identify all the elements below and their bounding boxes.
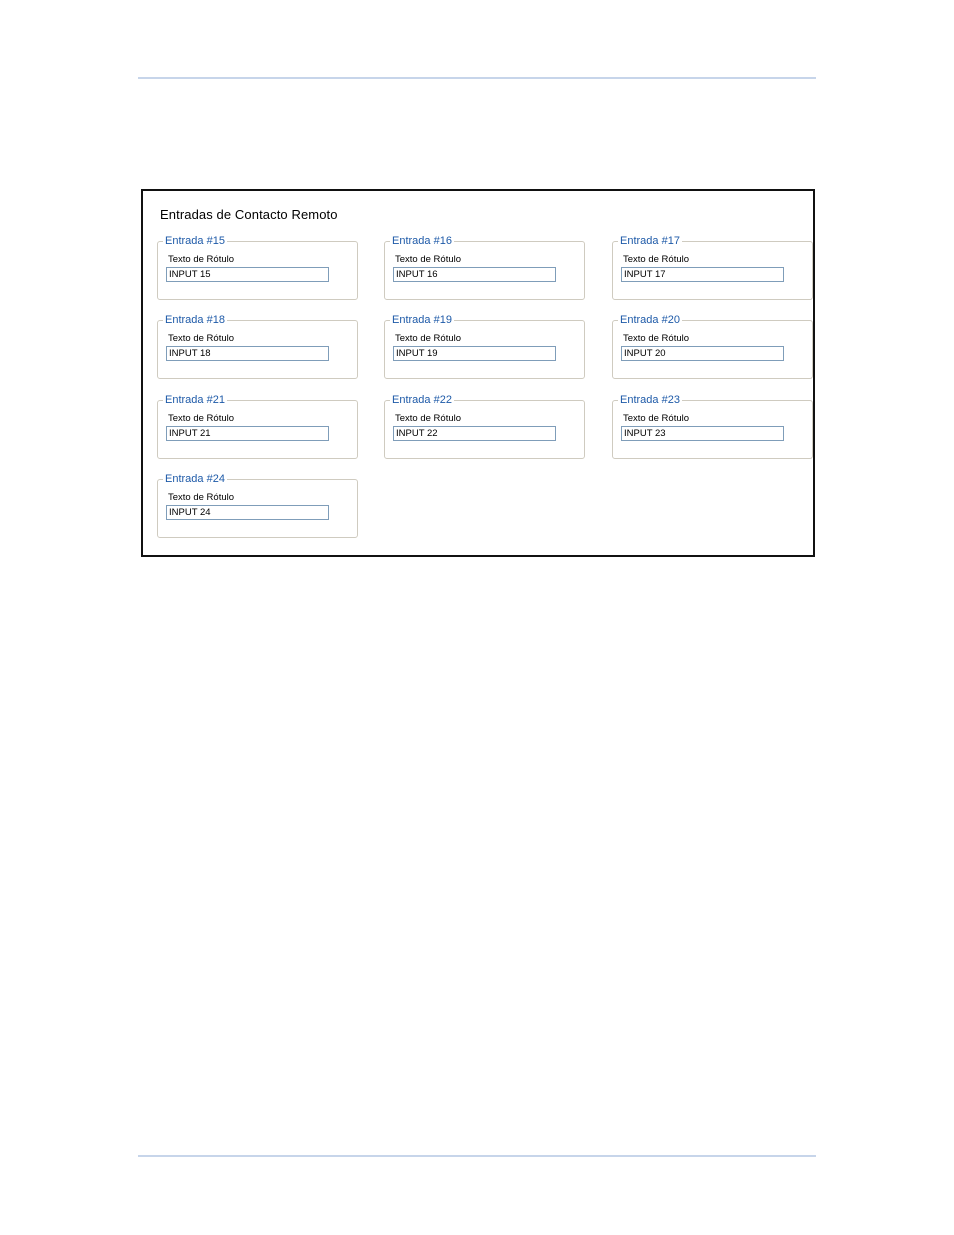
group-legend: Entrada #20 xyxy=(620,314,680,326)
label-text-input-20[interactable] xyxy=(621,346,784,361)
label-text-label: Texto de Rótulo xyxy=(168,254,235,265)
footer-rule xyxy=(138,1155,816,1157)
input-group-22 xyxy=(384,394,585,459)
label-text-label: Texto de Rótulo xyxy=(395,413,462,424)
label-text-input-23[interactable] xyxy=(621,426,784,441)
label-text-input-17[interactable] xyxy=(621,267,784,282)
input-group-23 xyxy=(612,394,813,459)
input-group-15 xyxy=(157,235,358,300)
input-group-24 xyxy=(157,473,358,538)
label-text-label: Texto de Rótulo xyxy=(395,254,462,265)
group-legend: Entrada #21 xyxy=(165,394,225,406)
label-text-label: Texto de Rótulo xyxy=(623,254,690,265)
group-legend: Entrada #19 xyxy=(392,314,452,326)
input-group-16 xyxy=(384,235,585,300)
label-text-input-24[interactable] xyxy=(166,505,329,520)
group-legend: Entrada #17 xyxy=(620,235,680,247)
input-group-18 xyxy=(157,314,358,379)
label-text-input-19[interactable] xyxy=(393,346,556,361)
group-legend: Entrada #16 xyxy=(392,235,452,247)
group-legend: Entrada #15 xyxy=(165,235,225,247)
input-group-17 xyxy=(612,235,813,300)
label-text-input-21[interactable] xyxy=(166,426,329,441)
label-text-input-15[interactable] xyxy=(166,267,329,282)
input-group-21 xyxy=(157,394,358,459)
label-text-label: Texto de Rótulo xyxy=(623,413,690,424)
label-text-input-22[interactable] xyxy=(393,426,556,441)
label-text-label: Texto de Rótulo xyxy=(623,333,690,344)
panel-title: Entradas de Contacto Remoto xyxy=(160,207,338,222)
group-legend: Entrada #22 xyxy=(392,394,452,406)
remote-contact-inputs-panel xyxy=(141,189,815,557)
label-text-label: Texto de Rótulo xyxy=(168,492,235,503)
label-text-label: Texto de Rótulo xyxy=(168,413,235,424)
label-text-label: Texto de Rótulo xyxy=(168,333,235,344)
group-legend: Entrada #24 xyxy=(165,473,225,485)
label-text-label: Texto de Rótulo xyxy=(395,333,462,344)
label-text-input-18[interactable] xyxy=(166,346,329,361)
group-legend: Entrada #18 xyxy=(165,314,225,326)
input-group-20 xyxy=(612,314,813,379)
header-rule xyxy=(138,77,816,79)
input-group-19 xyxy=(384,314,585,379)
group-legend: Entrada #23 xyxy=(620,394,680,406)
label-text-input-16[interactable] xyxy=(393,267,556,282)
